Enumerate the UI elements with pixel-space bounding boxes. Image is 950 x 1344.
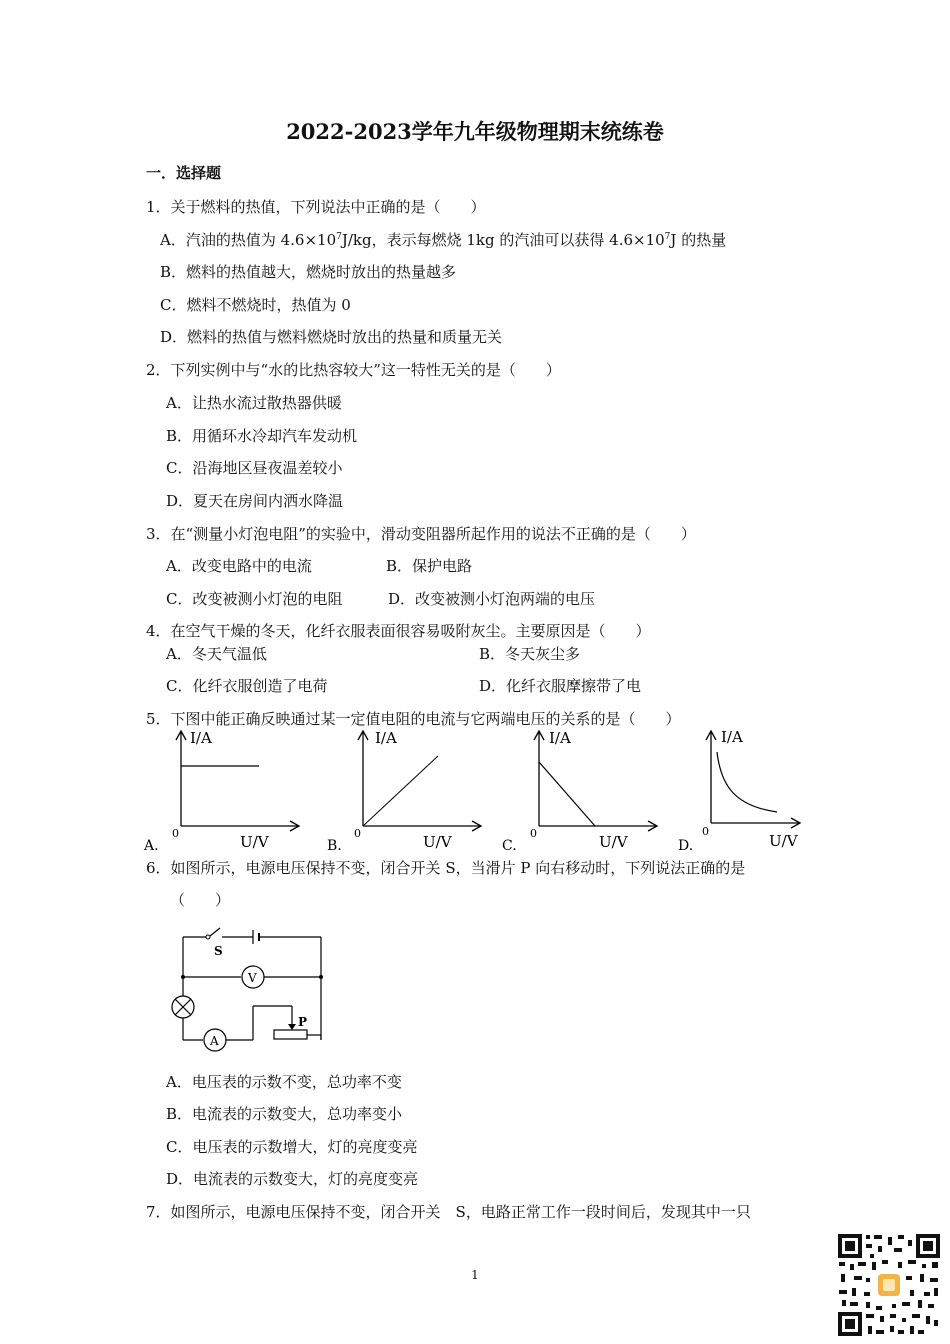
- q2-option-c: C．沿海地区昼夜温差较小: [166, 459, 343, 477]
- q6-stem: 6．如图所示，电源电压保持不变，闭合开关 S，当滑片 P 向右移动时，下列说法正确的是: [146, 859, 746, 877]
- q2-option-a: A．让热水流过散热器供暖: [166, 394, 342, 412]
- option-label: A.: [144, 838, 159, 854]
- q3-option-d: D．改变被测小灯泡两端的电压: [388, 590, 596, 608]
- option-label: C.: [502, 838, 517, 854]
- q6-option-d: D．电流表的示数变大，灯的亮度变亮: [166, 1170, 419, 1188]
- x-axis-label: U/V: [769, 832, 798, 850]
- page-number: 1: [471, 1268, 479, 1282]
- q2-option-d: D．夏天在房间内洒水降温: [166, 492, 344, 510]
- q1-stem: 1．关于燃料的热值，下列说法中正确的是（ ）: [146, 198, 486, 216]
- qr-code-icon[interactable]: [836, 1232, 942, 1338]
- q5-graph-b: [323, 726, 493, 854]
- q3-stem: 3．在“测量小灯泡电阻”的实验中，滑动变阻器所起作用的说法不正确的是（ ）: [146, 525, 696, 543]
- q1-option-b: B．燃料的热值越大，燃烧时放出的热量越多: [160, 263, 457, 281]
- q4-option-b: B．冬天灰尘多: [479, 645, 581, 663]
- section-heading: 一．选择题: [146, 164, 222, 182]
- q4-stem: 4．在空气干燥的冬天，化纤衣服表面很容易吸附灰尘。主要原因是（ ）: [146, 622, 651, 640]
- q6-paren: （ ）: [170, 891, 231, 909]
- voltmeter-label: V: [248, 971, 257, 985]
- ammeter-label: A: [210, 1034, 219, 1048]
- rheostat: [274, 1030, 307, 1039]
- q5-graph-a: [140, 726, 310, 854]
- x-axis-label: U/V: [599, 833, 628, 851]
- q2-option-b: B．用循环水冷却汽车发动机: [166, 427, 358, 445]
- origin-label: 0: [702, 825, 709, 838]
- q5-stem: 5．下图中能正确反映通过某一定值电阻的电流与它两端电压的关系的是（ ）: [146, 710, 681, 728]
- option-label: D.: [678, 838, 694, 854]
- q3-option-a: A．改变电路中的电流: [166, 557, 312, 575]
- y-axis-label: I/A: [549, 729, 571, 747]
- q5-graph-d: [673, 726, 843, 854]
- junction: [319, 975, 323, 979]
- data-line: [539, 762, 595, 826]
- q6-circuit-diagram: [160, 920, 340, 1060]
- q4-option-a: A．冬天气温低: [166, 645, 267, 663]
- slider-arrow: [288, 1024, 296, 1030]
- q3-option-b: B．保护电路: [386, 557, 473, 575]
- y-axis-label: I/A: [375, 729, 397, 747]
- x-axis-label: U/V: [240, 833, 269, 851]
- q6-option-b: B．电流表的示数变大，总功率变小: [166, 1105, 403, 1123]
- option-label: B.: [327, 838, 342, 854]
- q1-option-a: A．汽油的热值为 $4.6\times 10^7J/kg$，表示每燃烧 1kg 的汽油可以获得 $4.6\times 10^7J$ 的热量: [160, 231, 727, 249]
- q2-stem: 2．下列实例中与“水的比热容较大”这一特性无关的是（ ）: [146, 361, 561, 379]
- switch-blade: [210, 928, 220, 936]
- q4-option-d: D．化纤衣服摩擦带了电: [479, 677, 642, 695]
- page-title: 2022-2023学年九年级物理期末统练卷: [286, 119, 664, 144]
- q4-option-c: C．化纤衣服创造了电荷: [166, 677, 328, 695]
- q6-option-c: C．电压表的示数增大，灯的亮度变亮: [166, 1138, 418, 1156]
- x-axis-label: U/V: [423, 833, 452, 851]
- slider-label: P: [298, 1015, 308, 1029]
- data-curve: [717, 752, 777, 812]
- data-line: [363, 756, 438, 826]
- switch-label: S: [214, 944, 223, 958]
- q6-option-a: A．电压表的示数不变，总功率不变: [166, 1073, 402, 1091]
- origin-label: 0: [354, 827, 361, 840]
- y-axis-label: I/A: [190, 729, 212, 747]
- switch-pivot: [206, 935, 210, 939]
- origin-label: 0: [172, 827, 179, 840]
- origin-label: 0: [530, 827, 537, 840]
- q1-option-c: C．燃料不燃烧时，热值为 0: [160, 296, 351, 314]
- q7-stem: 7．如图所示，电源电压保持不变，闭合开关 S，电路正常工作一段时间后，发现其中一只: [146, 1203, 751, 1221]
- q3-option-c: C．改变被测小灯泡的电阻: [166, 590, 343, 608]
- y-axis-label: I/A: [721, 728, 743, 746]
- q1-option-d: D．燃料的热值与燃料燃烧时放出的热量和质量无关: [160, 328, 503, 346]
- q5-graph-c: [499, 726, 669, 854]
